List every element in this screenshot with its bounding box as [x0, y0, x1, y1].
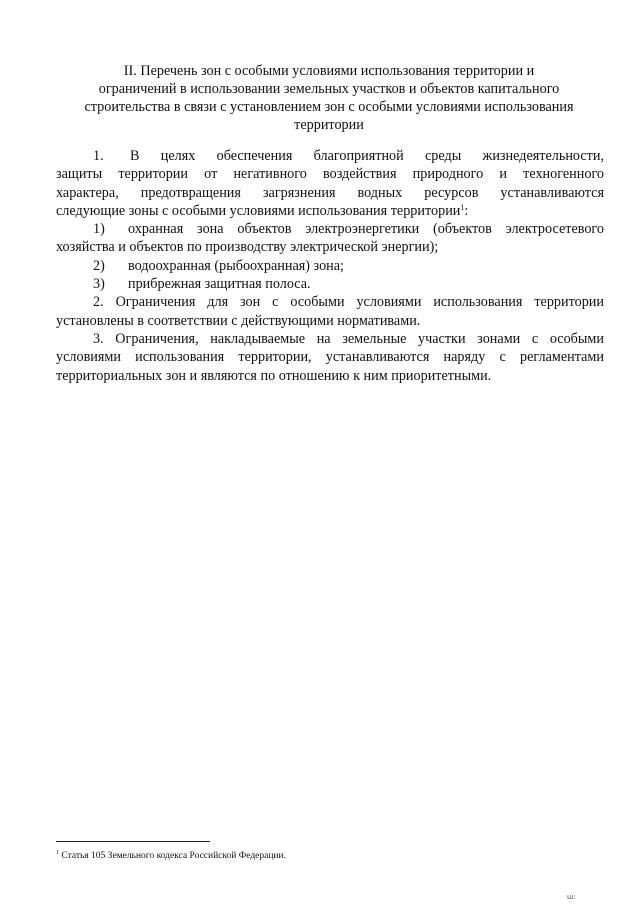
footnote-separator	[56, 841, 210, 842]
page-mark: ш:	[567, 893, 576, 901]
footnote-text: Статья 105 Земельного кодекса Российской Федерации.	[61, 851, 286, 861]
paragraph-text: В целях обеспечения благоприятной среды жизнедеятельности,	[130, 148, 604, 164]
list-item-text: хозяйства и объектов по производству электрической энергии);	[56, 239, 439, 256]
list-item-number: 3)	[93, 276, 105, 293]
title-line: территории	[294, 117, 364, 133]
document-body	[56, 147, 604, 385]
paragraph-number: 1.	[93, 148, 104, 164]
paragraph-text-last	[56, 202, 604, 220]
footnote-mark: 1	[56, 850, 59, 856]
section-title	[56, 62, 602, 134]
paragraph-text: территориальных зон и являются по отношению к ним приоритетными.	[56, 367, 492, 384]
paragraph-text: следующие зоны с особыми условиями использования территории	[56, 202, 461, 219]
paragraph-text: :	[464, 202, 469, 219]
paragraph-text: установлены в соответствии с действующими нормативами.	[56, 312, 421, 329]
footnote-reference: 1	[460, 202, 465, 212]
paragraph-text: характера, предотвращения загрязнения водных ресурсов устанавливаются	[56, 184, 604, 201]
list-item	[56, 275, 604, 293]
list-item-number: 2)	[93, 257, 105, 274]
list-item-text: прибрежная защитная полоса.	[128, 276, 311, 293]
title-line: ограничений в использовании земельных участков и объектов капитального	[98, 81, 560, 97]
paragraph-text: защиты территории от негативного воздействия природного и техногенного	[56, 166, 604, 183]
list-item-text: водоохранная (рыбоохранная) зона;	[128, 257, 344, 274]
title-line: строительства в связи с установлением зон с особыми условиями использования	[84, 99, 574, 115]
paragraph-text: 2. Ограничения для зон с особыми условиями использования территории	[93, 294, 604, 311]
paragraph-text: условиями использования территории, устанавливаются наряду с регламентами	[56, 349, 604, 366]
list-item	[56, 220, 604, 238]
paragraph-text: 3. Ограничения, накладываемые на земельные участки зонами с особыми	[93, 330, 604, 347]
list-item	[56, 257, 604, 275]
list-item-text: охранная зона объектов электроэнергетики (объектов электросетевого	[128, 221, 604, 238]
paragraph-1-first-line	[56, 147, 604, 165]
list-item-number: 1)	[93, 221, 105, 238]
footnote	[56, 851, 286, 861]
title-line: II. Перечень зон с особыми условиями использования территории и	[123, 63, 535, 79]
